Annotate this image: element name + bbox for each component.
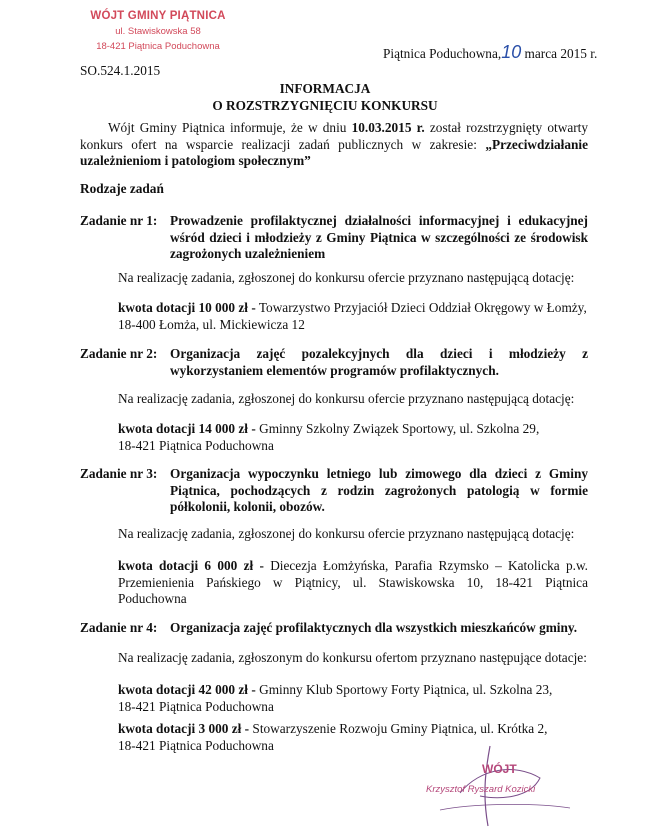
task-3-grant [118, 558, 588, 608]
reference-number: SO.524.1.2015 [80, 63, 161, 78]
task-4-grant-1-address: 18-421 Piątnica Poduchowna [118, 698, 274, 714]
signature-title: WÓJT [482, 762, 517, 776]
task-4-grant-2-address: 18-421 Piątnica Poduchowna [118, 737, 274, 753]
task-2-title: Organizacja zajęć pozalekcyjnych dla dzieci i młodzieży z wykorzystaniem elementów programów profilaktycznych. [170, 346, 588, 378]
stamp-line-2: ul. Stawiskowska 58 [115, 26, 201, 37]
task-1-grant [118, 300, 588, 333]
intro-text-1: Wójt Gminy Piątnica informuje, że w dniu [108, 120, 352, 135]
place-date-prefix: Piątnica Poduchowna, [383, 46, 502, 61]
stamp-line-3: 18-421 Piątnica Poduchowna [96, 41, 220, 52]
task-1-label: Zadanie nr 1: [80, 213, 158, 228]
office-stamp [73, 10, 243, 52]
task-4-note: Na realizację zadania, zgłoszonym do konkursu ofertom przyznano następujące dotacje: [118, 650, 587, 665]
task-4-grant-2-recipient: Stowarzyszenie Rozwoju Gminy Piątnica, ul. Krótka 2, [249, 721, 548, 736]
task-1-grant-amount: kwota dotacji 10 000 zł - [118, 300, 256, 315]
task-1-note: Na realizację zadania, zgłoszonej do konkursu ofercie przyznano następującą dotację: [118, 270, 575, 285]
doc-title [0, 80, 650, 114]
signature-name: Krzysztof Ryszard Kozicki [426, 784, 536, 795]
task-2-grant-address: 18-421 Piątnica Poduchowna [118, 437, 274, 453]
task-2-note: Na realizację zadania, zgłoszonej do konkursu ofercie przyznano następującą dotację: [118, 391, 575, 406]
task-4-grant-1-recipient: Gminny Klub Sportowy Forty Piątnica, ul. Szkolna 23, [255, 682, 553, 697]
task-4-grant-1 [118, 682, 588, 715]
intro-text-2: został rozstrzygnięty otwarty konkurs ofert na wsparcie realizacji zadań publicznych w zakresie: [80, 120, 589, 152]
task-4-title: Organizacja zajęć profilaktycznych dla wszystkich mieszkańców gminy. [170, 620, 578, 635]
task-4-label: Zadanie nr 4: [80, 620, 158, 635]
place-date [383, 42, 597, 63]
task-3-grant-amount: kwota dotacji 6 000 zł - [118, 558, 264, 573]
task-3-title: Organizacja wypoczynku letniego lub zimowego dla dzieci z Gminy Piątnica, pochodzących z rodzin zagrożonych patologią w formie półkolonii, kolonii, obozów. [170, 466, 588, 514]
task-2-grant-amount: kwota dotacji 14 000 zł - [118, 421, 256, 436]
signature-block [420, 738, 580, 833]
task-2-grant-recipient: Gminny Szkolny Związek Sportowy, ul. Szkolna 29, [255, 421, 540, 436]
task-4-grant-2-amount: kwota dotacji 3 000 zł - [118, 721, 250, 736]
intro-paragraph [80, 120, 588, 170]
intro-date: 10.03.2015 r. [351, 120, 425, 135]
title-line-1: INFORMACJA [279, 81, 371, 96]
handwritten-day: 10 [501, 42, 522, 62]
intro-topic: „Przeciwdziałanie uzależnieniom i patologiom społecznym” [80, 136, 588, 168]
title-line-2: O ROZSTRZYGNIĘCIU KONKURSU [212, 98, 438, 113]
task-3-label: Zadanie nr 3: [80, 466, 158, 481]
task-3-grant-recipient: Diecezja Łomżyńska, Parafia Rzymsko – Katolicka p.w. Przemienienia Pańskiego w Piątnicy, ul. Stawiskowska 10, 18-421 Piątnica Poduchowna [118, 558, 589, 606]
task-1-grant-recipient: Towarzystwo Przyjaciół Dzieci Oddział Okręgowy w Łomży, [255, 300, 587, 315]
task-1-title: Prowadzenie profilaktycznej działalności informacyjnej i edukacyjnej wśród dzieci i młodzieży z Gminy Piątnica w szczególności ze środowisk zagrożonych uzależnieniem [170, 213, 588, 261]
section-heading: Rodzaje zadań [80, 181, 164, 196]
stamp-line-1: WÓJT GMINY PIĄTNICA [90, 10, 226, 22]
task-3-note: Na realizację zadania, zgłoszonej do konkursu ofercie przyznano następującą dotację: [118, 526, 575, 541]
place-date-suffix: marca 2015 r. [521, 46, 598, 61]
task-4-grant-1-amount: kwota dotacji 42 000 zł - [118, 682, 256, 697]
task-1-grant-address: 18-400 Łomża, ul. Mickiewicza 12 [118, 316, 305, 332]
task-2-label: Zadanie nr 2: [80, 346, 158, 361]
task-2-grant [118, 421, 588, 454]
